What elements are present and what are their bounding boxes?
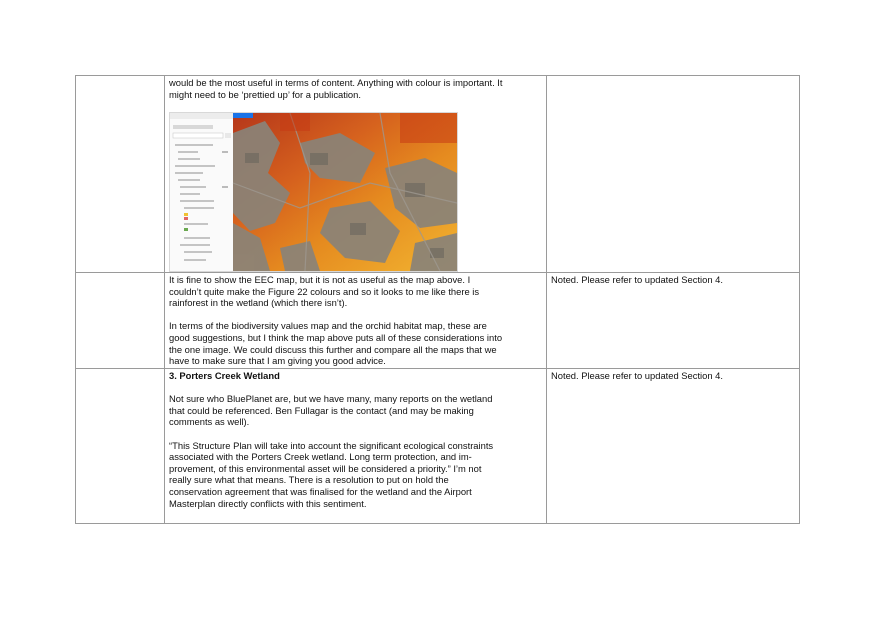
- text-line: Masterplan directly conflicts with this sentiment.: [169, 497, 367, 509]
- row-divider: [75, 272, 800, 273]
- row2-comment: [169, 274, 541, 367]
- row3-response: [551, 370, 791, 382]
- text-line: provement, of this environmental asset will be considered a priority.” I’m not: [169, 462, 482, 474]
- section-heading: 3. Porters Creek Wetland: [169, 370, 280, 381]
- response-text: Noted. Please refer to updated Section 4.: [551, 274, 723, 285]
- text-line: comments as well).: [169, 416, 250, 428]
- text-line: would be the most useful in terms of content. Anything with colour is important. It: [169, 77, 503, 88]
- table-border-top: [75, 75, 800, 76]
- text-line: have to make sure that I am giving you good advice.: [169, 355, 386, 367]
- row3-comment: [169, 370, 541, 509]
- text-line: In terms of the biodiversity values map and the orchid habitat map, these are: [169, 320, 487, 332]
- gis-map-image: [170, 113, 457, 271]
- column-divider: [164, 75, 165, 524]
- table-border-bottom: [75, 523, 800, 524]
- text-line: It is fine to show the EEC map, but it is not as useful as the map above. I: [169, 274, 471, 285]
- row2-response: [551, 274, 791, 286]
- text-line: the one image. We could discuss this further and compare all the maps that we: [169, 343, 497, 355]
- response-text: Noted. Please refer to updated Section 4.: [551, 370, 723, 381]
- row-divider: [75, 368, 800, 369]
- text-line: rainforest in the wetland (which there isn’t).: [169, 297, 348, 309]
- text-line: that could be referenced. Ben Fullagar is the contact (and may be making: [169, 404, 474, 416]
- row1-comment: [169, 77, 541, 100]
- text-line: couldn’t quite make the Figure 22 colours and so it looks to me like there is: [169, 285, 480, 297]
- text-line: good suggestions, but I think the map above puts all of these considerations into: [169, 331, 503, 343]
- column-divider: [546, 75, 547, 524]
- column-divider: [75, 75, 76, 524]
- text-line: “This Structure Plan will take into account the significant ecological constraints: [169, 439, 494, 451]
- text-line: associated with the Porters Creek wetland. Long term protection, and im-: [169, 451, 472, 463]
- map-screenshot-figure: [169, 112, 458, 272]
- text-line: conservation agreement that was finalised for the wetland and the Airport: [169, 485, 472, 497]
- text-line: really sure what that means. There is a resolution to put on hold the: [169, 474, 449, 486]
- text-line: Not sure who BluePlanet are, but we have many, many reports on the wetland: [169, 393, 493, 405]
- text-line: might need to be ‘prettied up’ for a publication.: [169, 88, 361, 100]
- column-divider: [799, 75, 800, 524]
